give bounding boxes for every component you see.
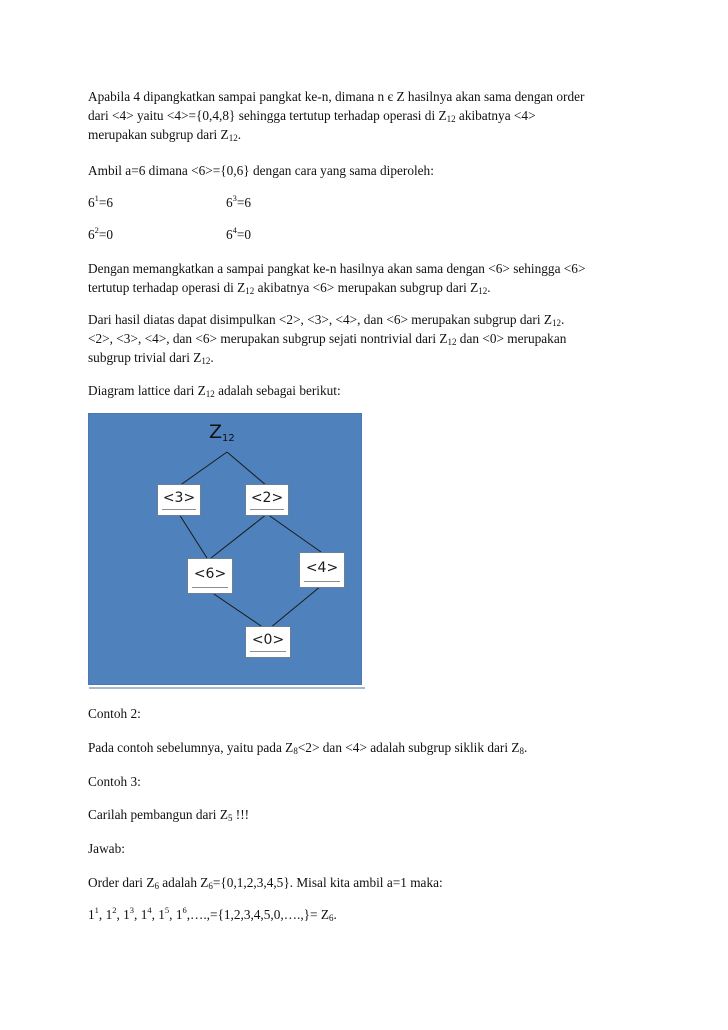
contoh2-text-b: <2> dan <4> adalah subgrup siklik dari Z xyxy=(297,740,520,755)
node-label: <3> xyxy=(162,490,196,506)
edge-3-6 xyxy=(179,514,207,558)
contoh2-text xyxy=(88,739,527,757)
para5-text: Diagram lattice dari Z xyxy=(88,383,206,398)
contoh2-heading xyxy=(88,705,141,723)
para1-line3-tail: . xyxy=(237,127,242,142)
para1-line2-tail: akibatnya <4> xyxy=(455,108,536,123)
power-exponent: 3 xyxy=(232,193,237,203)
contoh2-text-a: Pada contoh sebelumnya, yaitu pada Z xyxy=(88,740,294,755)
power-base: 6 xyxy=(226,195,233,210)
power-6-3 xyxy=(226,194,251,212)
subscript: 8 xyxy=(519,746,524,756)
subscript: 8 xyxy=(293,746,298,756)
power-exponent: 2 xyxy=(112,905,117,915)
power-base: 1 xyxy=(88,907,95,922)
subscript: 12 xyxy=(447,337,457,347)
subscript: 12 xyxy=(201,356,211,366)
para4-line2-tail: dan <0> merupakan xyxy=(456,331,567,346)
order-text-a: Order dari Z xyxy=(88,875,155,890)
power-result: =6 xyxy=(98,195,114,210)
lattice-diagram xyxy=(88,413,362,685)
order-text-c: ={0,1,2,3,4,5}. Misal kita ambil a=1 maka: xyxy=(212,875,443,890)
power-base: 1 xyxy=(123,907,130,922)
para3-line1 xyxy=(88,260,585,278)
powers-tail-text: ,….,={1,2,3,4,5,0,….,}= Z xyxy=(186,907,329,922)
para2 xyxy=(88,162,434,180)
para4-line3 xyxy=(88,349,214,367)
powers-tail-end: . xyxy=(333,907,337,922)
para4-line3-tail: . xyxy=(210,350,214,365)
power-6-4 xyxy=(226,226,251,244)
jawab-order xyxy=(88,874,443,892)
para4-line2 xyxy=(88,330,566,348)
power-6-1 xyxy=(88,194,113,212)
power-6-2 xyxy=(88,226,113,244)
para4-line3-text: subgrup trivial dari Z xyxy=(88,350,202,365)
edge-4-0 xyxy=(270,586,321,628)
power-base: 6 xyxy=(226,227,233,242)
diagram-underline xyxy=(89,687,365,689)
lattice-node-2 xyxy=(245,484,289,516)
para4-line1-tail: . xyxy=(560,312,565,327)
power-exponent: 4 xyxy=(147,905,152,915)
para4-line1-text: Dari hasil diatas dapat disimpulkan <2>, <3>, <4>, dan <6> merupakan subgrup dari Z xyxy=(88,312,552,327)
para1-line1-text: Apabila 4 dipangkatkan sampai pangkat ke-n, dimana n є Z hasilnya akan sama dengan order xyxy=(88,89,585,104)
node-label: <4> xyxy=(305,560,339,576)
node-underline xyxy=(304,581,340,582)
power-exponent: 2 xyxy=(94,225,99,235)
power-exponent: 5 xyxy=(164,905,170,915)
edge-z12-2 xyxy=(227,452,267,486)
node-underline xyxy=(192,587,228,588)
para1-line2-text: dari <4> yaitu <4>={0,4,8} sehingga tertutup terhadap operasi di Z xyxy=(88,108,447,123)
power-exponent: 1 xyxy=(94,193,99,203)
power-base: 1 xyxy=(158,907,165,922)
para3-line2 xyxy=(88,279,491,297)
lattice-node-6 xyxy=(187,558,233,594)
power-result: =6 xyxy=(236,195,252,210)
para4-line2-text: <2>, <3>, <4>, dan <6> merupakan subgrup sejati nontrivial dari Z xyxy=(88,331,448,346)
order-text-b: adalah Z xyxy=(158,875,209,890)
lattice-node-4 xyxy=(299,552,345,588)
jawab-powers: $1^1$, $1^2$, $1^3$, $1^4$, $1^5$, $1^6,\dots.,=\{1,2,3,4,5,0,\dots.,\}= Z_6$. xyxy=(88,905,337,923)
para5-tail: adalah sebagai berikut: xyxy=(214,383,341,398)
para4-line1 xyxy=(88,311,564,329)
power-exponent: 4 xyxy=(232,225,237,235)
edge-6-0 xyxy=(211,592,264,628)
contoh3-text-a: Carilah pembangun dari Z xyxy=(88,807,228,822)
jawab-heading-text: Jawab: xyxy=(88,841,125,856)
power-base: 1 xyxy=(140,907,148,922)
para1-line2 xyxy=(88,107,536,125)
subscript: 6 xyxy=(154,881,159,891)
z12-label: Z xyxy=(209,421,223,443)
para2-text: Ambil a=6 dimana <6>={0,6} dengan cara yang sama diperoleh: xyxy=(88,163,434,178)
para3-line2-text: tertutup terhadap operasi di Z xyxy=(88,280,246,295)
node-underline xyxy=(162,509,196,510)
edge-2-4 xyxy=(267,514,321,552)
subscript: 6 xyxy=(208,881,213,891)
power-exponent: 1 xyxy=(94,905,99,915)
subscript: 5 xyxy=(227,813,233,823)
subscript: 12 xyxy=(228,133,238,143)
contoh3-text xyxy=(88,806,249,824)
para1-line1 xyxy=(88,88,584,106)
para1-line3-text: merupakan subgrup dari Z xyxy=(88,127,229,142)
power-base: 1 xyxy=(105,907,113,922)
edge-z12-3 xyxy=(179,452,227,486)
power-base: 6 xyxy=(88,227,95,242)
subscript: 12 xyxy=(205,389,215,399)
lattice-top-z12 xyxy=(209,421,235,443)
para5 xyxy=(88,382,341,400)
power-base: 6 xyxy=(88,195,95,210)
contoh3-text-b: !!! xyxy=(232,807,250,822)
node-label: <0> xyxy=(251,632,285,648)
power-exponent: 6 xyxy=(182,905,187,915)
lattice-node-3 xyxy=(157,484,201,516)
subscript: 12 xyxy=(551,318,561,328)
power-result: =0 xyxy=(98,227,114,242)
para1-line3 xyxy=(88,126,241,144)
power-base: 1 xyxy=(175,907,183,922)
subscript: 12 xyxy=(478,286,488,296)
subscript: 12 xyxy=(446,114,456,124)
power-exponent: 3 xyxy=(129,905,135,915)
node-underline xyxy=(250,509,284,510)
para3-line2-tail: . xyxy=(487,280,491,295)
para3-line1-text: Dengan memangkatkan a sampai pangkat ke-n hasilnya akan sama dengan <6> sehingga <6> xyxy=(88,261,586,276)
contoh3-heading xyxy=(88,773,141,791)
power-result: =0 xyxy=(236,227,252,242)
subscript: 6 xyxy=(328,913,334,923)
para3-line2-mid: akibatnya <6> merupakan subgrup dari Z xyxy=(254,280,479,295)
edge-2-6 xyxy=(211,514,267,558)
node-label: <2> xyxy=(250,490,284,506)
contoh3-heading-text: Contoh 3: xyxy=(88,774,141,789)
node-underline xyxy=(250,651,286,652)
contoh2-heading-text: Contoh 2: xyxy=(88,706,141,721)
lattice-edges xyxy=(89,414,363,686)
node-label: <6> xyxy=(193,566,227,582)
subscript: 12 xyxy=(222,433,235,444)
contoh2-text-c: . xyxy=(523,740,528,755)
lattice-node-0 xyxy=(245,626,291,658)
subscript: 12 xyxy=(245,286,255,296)
jawab-heading xyxy=(88,840,125,858)
